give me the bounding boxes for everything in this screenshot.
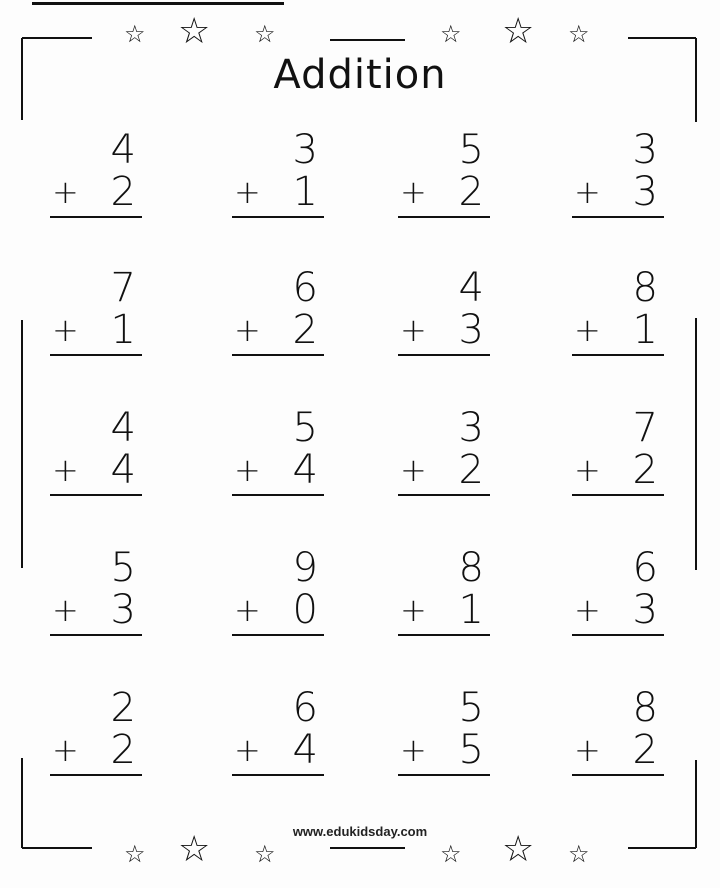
answer-line xyxy=(50,634,142,636)
answer-line xyxy=(232,494,324,496)
addition-problem xyxy=(398,685,490,778)
answer-line xyxy=(398,494,490,496)
top-addend: 8 xyxy=(458,545,484,591)
top-addend: 6 xyxy=(292,685,318,731)
star-icon: ☆ xyxy=(124,840,146,868)
star-icon: ☆ xyxy=(440,840,462,868)
answer-line xyxy=(50,354,142,356)
top-addend: 8 xyxy=(632,685,658,731)
bottom-addend: 1 xyxy=(632,307,658,353)
addition-problem xyxy=(232,685,324,778)
addition-problem xyxy=(50,127,142,220)
top-addend: 5 xyxy=(458,127,484,173)
star-icon: ☆ xyxy=(178,829,211,870)
top-addend: 4 xyxy=(458,265,484,311)
answer-line xyxy=(398,354,490,356)
plus-sign: + xyxy=(234,173,261,211)
top-addend: 5 xyxy=(458,685,484,731)
addition-problem xyxy=(50,685,142,778)
top-addend: 5 xyxy=(110,545,136,591)
addition-problem xyxy=(50,265,142,358)
answer-line xyxy=(572,494,664,496)
answer-line xyxy=(572,774,664,776)
plus-sign: + xyxy=(234,311,261,349)
plus-sign: + xyxy=(52,731,79,769)
plus-sign: + xyxy=(234,591,261,629)
plus-sign: + xyxy=(52,311,79,349)
bottom-addend: 2 xyxy=(292,307,318,353)
answer-line xyxy=(232,216,324,218)
answer-line xyxy=(572,216,664,218)
top-addend: 2 xyxy=(110,685,136,731)
top-addend: 4 xyxy=(110,405,136,451)
bottom-addend: 2 xyxy=(632,447,658,493)
plus-sign: + xyxy=(574,451,601,489)
addition-problem xyxy=(572,405,664,498)
bottom-addend: 2 xyxy=(458,169,484,215)
star-icon: ☆ xyxy=(440,20,462,48)
addition-problem xyxy=(232,127,324,220)
addition-problem xyxy=(232,405,324,498)
addition-problem xyxy=(50,545,142,638)
star-icon: ☆ xyxy=(502,829,535,870)
plus-sign: + xyxy=(574,731,601,769)
answer-line xyxy=(50,774,142,776)
top-addend: 5 xyxy=(292,405,318,451)
star-icon: ☆ xyxy=(178,11,211,52)
star-icon: ☆ xyxy=(502,11,535,52)
addition-problem xyxy=(572,545,664,638)
answer-line xyxy=(572,354,664,356)
addition-problem xyxy=(398,127,490,220)
top-addend: 9 xyxy=(292,545,318,591)
answer-line xyxy=(232,634,324,636)
top-addend: 6 xyxy=(632,545,658,591)
bottom-addend: 3 xyxy=(632,169,658,215)
plus-sign: + xyxy=(574,311,601,349)
plus-sign: + xyxy=(400,591,427,629)
plus-sign: + xyxy=(52,451,79,489)
star-icon: ☆ xyxy=(254,840,276,868)
bottom-addend: 1 xyxy=(458,587,484,633)
bottom-addend: 3 xyxy=(110,587,136,633)
answer-line xyxy=(50,494,142,496)
star-icon: ☆ xyxy=(568,840,590,868)
bottom-addend: 2 xyxy=(632,727,658,773)
plus-sign: + xyxy=(400,731,427,769)
bottom-addend: 2 xyxy=(458,447,484,493)
addition-problem xyxy=(398,405,490,498)
top-addend: 4 xyxy=(110,127,136,173)
top-addend: 7 xyxy=(632,405,658,451)
answer-line xyxy=(50,216,142,218)
answer-line xyxy=(232,354,324,356)
bottom-addend: 1 xyxy=(292,169,318,215)
answer-line xyxy=(398,774,490,776)
answer-line xyxy=(398,634,490,636)
bottom-addend: 3 xyxy=(632,587,658,633)
star-icon: ☆ xyxy=(124,20,146,48)
plus-sign: + xyxy=(574,173,601,211)
plus-sign: + xyxy=(234,731,261,769)
addition-problem xyxy=(572,265,664,358)
star-icon: ☆ xyxy=(568,20,590,48)
top-addend: 3 xyxy=(458,405,484,451)
bottom-addend: 2 xyxy=(110,169,136,215)
plus-sign: + xyxy=(400,311,427,349)
addition-problem xyxy=(232,545,324,638)
answer-line xyxy=(572,634,664,636)
plus-sign: + xyxy=(400,173,427,211)
footer-website: www.edukidsday.com xyxy=(292,824,428,839)
top-addend: 3 xyxy=(632,127,658,173)
addition-problem xyxy=(398,265,490,358)
bottom-addend: 1 xyxy=(110,307,136,353)
bottom-addend: 0 xyxy=(292,587,318,633)
bottom-addend: 4 xyxy=(292,447,318,493)
star-icon: ☆ xyxy=(254,20,276,48)
addition-problem xyxy=(572,685,664,778)
top-addend: 8 xyxy=(632,265,658,311)
addition-problem xyxy=(232,265,324,358)
answer-line xyxy=(232,774,324,776)
top-addend: 7 xyxy=(110,265,136,311)
plus-sign: + xyxy=(52,173,79,211)
answer-line xyxy=(398,216,490,218)
plus-sign: + xyxy=(234,451,261,489)
bottom-addend: 3 xyxy=(458,307,484,353)
worksheet-title: Addition xyxy=(273,52,447,98)
addition-problem xyxy=(572,127,664,220)
top-addend: 3 xyxy=(292,127,318,173)
plus-sign: + xyxy=(52,591,79,629)
plus-sign: + xyxy=(400,451,427,489)
addition-problem xyxy=(50,405,142,498)
bottom-addend: 4 xyxy=(292,727,318,773)
plus-sign: + xyxy=(574,591,601,629)
bottom-addend: 2 xyxy=(110,727,136,773)
bottom-addend: 4 xyxy=(110,447,136,493)
addition-problem xyxy=(398,545,490,638)
top-addend: 6 xyxy=(292,265,318,311)
bottom-addend: 5 xyxy=(458,727,484,773)
